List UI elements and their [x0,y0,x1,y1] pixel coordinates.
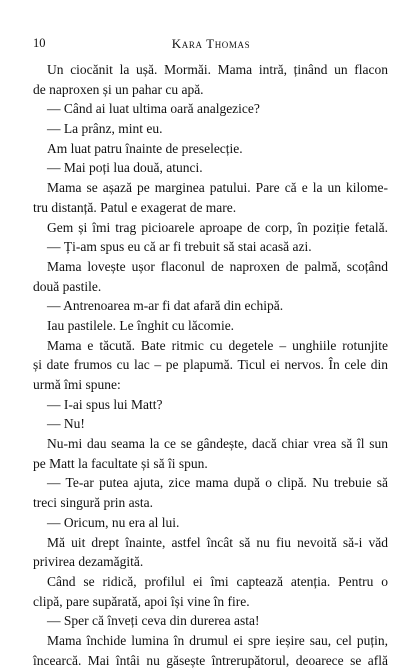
text-line: încearcă. Mai întâi nu găsește întrerupătorul, deoarece se află [33,652,388,668]
text-line: Un ciocănit la ușă. Mormăi. Mama intră, ținând un flacon [47,62,388,77]
text-line: Când se ridică, profilul ei îmi captează atenția. Pentru o [47,573,388,589]
body-text [33,60,388,670]
text-line: Mama lovește ușor flaconul de naproxen de palmă, scoțând [47,258,388,274]
text-line: — Te-ar putea ajuta, zice mama după o clipă. Nu trebuie să [47,475,388,491]
text-line: — I-ai spus lui Matt? [47,396,163,412]
text-line: — Sper că înveți ceva din durerea asta! [47,613,260,629]
text-line: — Oricum, nu era al lui. [47,514,180,530]
text-line: tru distanță. Patul e exagerat de mare. [33,199,237,215]
text-line: două pastile. [33,278,102,294]
text-line: Am luat patru înainte de preselecție. [47,140,243,156]
text-line: — Când ai luat ultima oară analgezice? [47,101,260,117]
text-line: Iau pastilele. Le înghit cu lăcomie. [47,317,235,333]
text-line: pe Matt la facultate și să îi spun. [33,455,208,471]
text-line: treci singură prin asta. [33,495,153,511]
text-line: Mama e tăcută. Bate ritmic cu degetele – unghiile rotunjite [47,337,388,353]
text-line: — Nu! [47,416,85,432]
page-number: 10 [33,36,46,50]
text-line: clipă, pare supărată, apoi își vine în fire. [33,593,250,609]
text-line: urmă îmi spune: [33,377,121,392]
text-line: — Antrenoarea m-ar fi dat afară din echipă. [47,298,284,314]
text-line: Mă uit drept înainte, astfel încât să nu fiu nevoită să-i văd [47,534,388,550]
text-line: Gem și îmi trag picioarele aproape de corp, în poziție fetală. [47,219,388,235]
text-line: Mama închide lumina în drumul ei spre ieșire sau, cel puțin, [47,632,388,648]
text-line: Mama se așază pe marginea patului. Pare că e la un kilome- [47,180,388,196]
text-line: — Ți-am spus eu că ar fi trebuit să stai acasă azi. [47,239,312,255]
text-line: — Mai poți lua două, atunci. [47,160,203,176]
text-line: de naproxen și un pahar cu apă. [33,81,204,97]
text-line: — La prânz, mint eu. [47,121,163,137]
page-header [33,36,389,52]
text-line: Nu-mi dau seama la ce se gândește, dacă chiar vrea să îl sun [47,436,388,452]
running-head-author: Kara Thomas [171,36,251,51]
text-line: privirea dezamăgită. [33,554,144,570]
text-line: și date frumos cu lac – pe plapumă. Ticul ei nervos. În cele din [33,357,388,373]
